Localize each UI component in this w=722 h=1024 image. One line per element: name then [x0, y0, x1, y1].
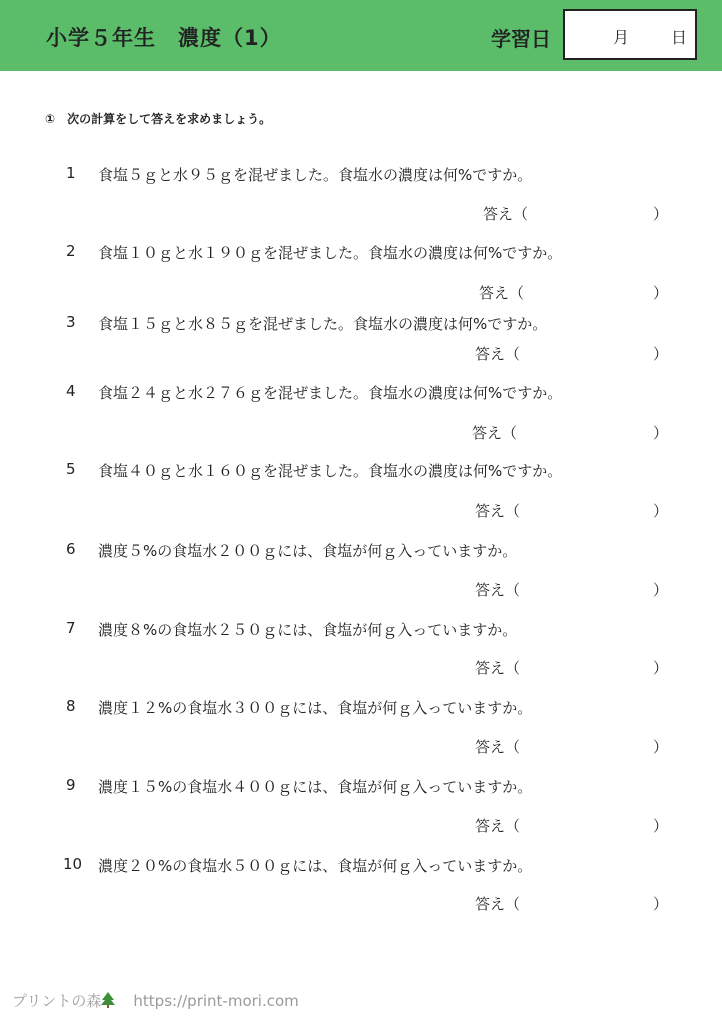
answer-label: 答え（	[475, 659, 521, 677]
question-number: 7	[66, 619, 76, 637]
page-title: 小学５年生 濃度（1）	[46, 26, 282, 50]
question-text: 濃度１５%の食塩水４００ｇには、食塩が何ｇ入っていますか。	[98, 778, 533, 796]
question-text: 濃度５%の食塩水２００ｇには、食塩が何ｇ入っていますか。	[98, 542, 518, 560]
answer-label: 答え（	[475, 817, 521, 835]
footer-site-name: プリントの森	[12, 992, 102, 1010]
answer-close-paren: ）	[653, 345, 669, 363]
answer-close-paren: ）	[653, 817, 669, 835]
question-number: 9	[66, 776, 76, 794]
answer-label: 答え（	[475, 345, 521, 363]
answer-label: 答え（	[479, 284, 525, 302]
answer-label: 答え（	[475, 502, 521, 520]
answer-close-paren: ）	[653, 738, 669, 756]
question-text: 食塩１５ｇと水８５ｇを混ぜました。食塩水の濃度は何%ですか。	[98, 315, 548, 333]
answer-label: 答え（	[475, 738, 521, 756]
question-number: 3	[66, 313, 76, 331]
answer-close-paren: ）	[653, 284, 669, 302]
instruction: ① 次の計算をして答えを求めましょう。	[45, 112, 272, 126]
answer-label: 答え（	[472, 424, 518, 442]
answer-close-paren: ）	[653, 659, 669, 677]
answer-close-paren: ）	[653, 424, 669, 442]
question-number: 1	[66, 164, 76, 182]
question-number: 5	[66, 460, 76, 478]
question-number: 6	[66, 540, 76, 558]
question-number: 2	[66, 242, 76, 260]
answer-label: 答え（	[483, 205, 529, 223]
question-text: 濃度１２%の食塩水３００ｇには、食塩が何ｇ入っていますか。	[98, 699, 533, 717]
answer-label: 答え（	[475, 581, 521, 599]
question-text: 食塩４０ｇと水１６０ｇを混ぜました。食塩水の濃度は何%ですか。	[98, 462, 563, 480]
day-label: 日	[671, 28, 688, 47]
question-number: 8	[66, 697, 76, 715]
footer	[12, 990, 299, 1012]
question-text: 食塩２４ｇと水２７６ｇを混ぜました。食塩水の濃度は何%ですか。	[98, 384, 563, 402]
answer-close-paren: ）	[653, 895, 669, 913]
question-text: 食塩１０ｇと水１９０ｇを混ぜました。食塩水の濃度は何%ですか。	[98, 244, 563, 262]
footer-url[interactable]: https://print-mori.com	[133, 992, 299, 1010]
question-text: 濃度８%の食塩水２５０ｇには、食塩が何ｇ入っていますか。	[98, 621, 518, 639]
header-bar	[0, 0, 722, 71]
answer-close-paren: ）	[653, 581, 669, 599]
month-label: 月	[613, 28, 630, 47]
answer-close-paren: ）	[653, 502, 669, 520]
answer-close-paren: ）	[653, 205, 669, 223]
tree-icon	[101, 992, 115, 1012]
question-text: 食塩５ｇと水９５ｇを混ぜました。食塩水の濃度は何%ですか。	[98, 166, 533, 184]
answer-label: 答え（	[475, 895, 521, 913]
question-text: 濃度２０%の食塩水５００ｇには、食塩が何ｇ入っていますか。	[98, 857, 533, 875]
study-date-label: 学習日	[491, 27, 551, 51]
question-number: 4	[66, 382, 76, 400]
question-number: 10	[63, 855, 83, 873]
